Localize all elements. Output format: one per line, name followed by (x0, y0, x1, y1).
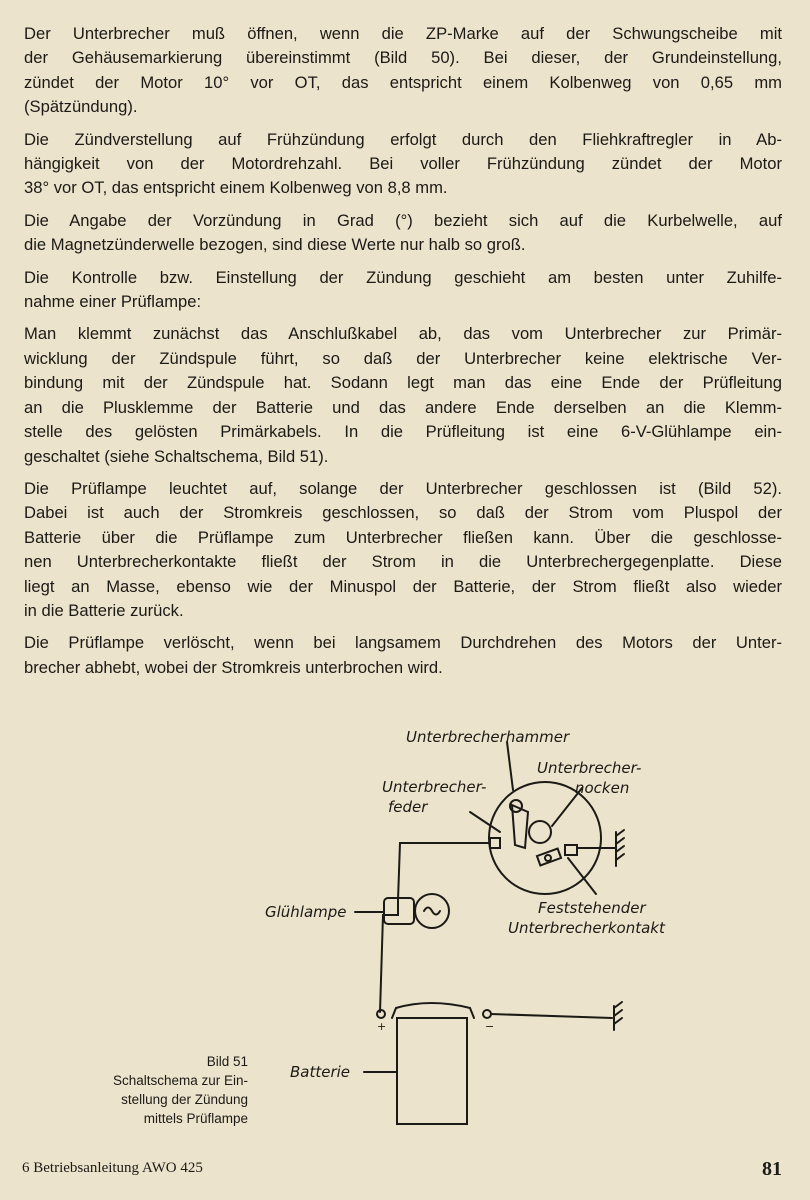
label-cam: Unterbrecher- (537, 759, 642, 777)
text-line: brecher abhebt, wobei der Stromkreis unterbrochen wird. (24, 657, 443, 677)
wire-minus (491, 1014, 612, 1018)
breaker-cam (529, 821, 551, 843)
text-line: nen Unterbrecherkontakte fließt der Strom in die Unterbrechergegenplatte. Diese (24, 552, 782, 572)
paragraph (24, 631, 782, 680)
label-fixed-contact: Feststehender (538, 899, 646, 917)
paragraph (24, 128, 782, 201)
contact-block (565, 845, 577, 855)
leader-hammer (507, 742, 513, 790)
text-line: 38° vor OT, das entspricht einem Kolbenweg von 8,8 mm. (24, 178, 448, 198)
text-line: wicklung der Zündspule führt, so daß der Unterbrecher keine elektrische Ver- (24, 348, 782, 368)
text-line: Die Prüflampe verlöscht, wenn bei langsamem Durchdrehen des Motors der Unter- (24, 633, 782, 653)
paragraph (24, 477, 782, 623)
paragraph (24, 209, 782, 258)
caption-line: Bild 51 (206, 1054, 248, 1069)
battery-minus-terminal (483, 1010, 491, 1018)
label-hammer: Unterbrecherhammer (406, 728, 570, 746)
text-line: zündet der Motor 10° vor OT, das entspricht einem Kolbenweg von 0,65 mm (24, 72, 782, 92)
text-line: stelle des gelösten Primärkabels. In die Prüfleitung ist eine 6-V-Glühlampe ein- (24, 422, 782, 442)
text-line: liegt an Masse, ebenso wie der Minuspol der Batterie, der Strom fließt also wieder (24, 576, 782, 596)
lamp-filament (424, 908, 440, 915)
text-line: Die Prüflampe leuchtet auf, solange der Unterbrecher geschlossen ist (Bild 52). (24, 478, 782, 498)
text-line: Man klemmt zunächst das Anschlußkabel ab, das vom Unterbrecher zur Primär- (24, 324, 782, 344)
text-line: der Gehäusemarkierung übereinstimmt (Bild 50). Bei dieser, der Grundeinstellung, (24, 48, 782, 68)
leader-kontakt (568, 858, 596, 894)
body-text (24, 22, 782, 688)
text-line: nahme einer Prüflampe: (24, 292, 202, 312)
battery-body (397, 1018, 467, 1124)
text-line: hängigkeit von der Motordrehzahl. Bei voller Frühzündung zündet der Motor (24, 154, 782, 174)
text-line: Die Kontrolle bzw. Einstellung der Zündung geschieht am besten unter Zuhilfe- (24, 267, 782, 287)
breaker-terminal (490, 838, 500, 848)
paragraph (24, 322, 782, 468)
text-line: die Magnetzünderwelle bezogen, sind diese Werte nur halb so groß. (24, 235, 526, 255)
caption-line: Schaltschema zur Ein- (112, 1073, 248, 1088)
label-spring: Unterbrecher- (382, 778, 487, 796)
ground-hatch (616, 830, 624, 860)
caption-line: stellung der Zündung (121, 1092, 248, 1107)
text-line: in die Batterie zurück. (24, 600, 184, 620)
text-line: Die Angabe der Vorzündung in Grad (°) bezieht sich auf die Kurbelwelle, auf (24, 210, 782, 230)
label-cam: nocken (575, 779, 630, 797)
label-lamp: Glühlampe (265, 903, 347, 921)
fixed-contact (537, 849, 561, 866)
text-line: Die Zündverstellung auf Frühzündung erfolgt durch den Fliehkraftregler in Ab- (24, 129, 782, 149)
footer-source: 6 Betriebsanleitung AWO 425 (22, 1160, 203, 1176)
label-spring: feder (388, 798, 428, 816)
label-fixed-contact: Unterbrecherkontakt (508, 919, 665, 937)
label-battery: Batterie (290, 1063, 351, 1081)
minus-sign: − (485, 1020, 495, 1033)
text-line: Dabei ist auch der Stromkreis geschlossen, so daß der Strom vom Pluspol der (24, 503, 782, 523)
plus-sign: + (377, 1020, 387, 1033)
text-line: (Spätzündung). (24, 97, 138, 117)
ground-hatch (614, 1002, 622, 1024)
text-line: Batterie über die Prüflampe zum Unterbrecher fließen kann. Über die geschlosse- (24, 527, 782, 547)
figure-caption (40, 1052, 248, 1128)
page-number: 81 (762, 1158, 782, 1180)
paragraph (24, 266, 782, 315)
text-line: an die Plusklemme der Batterie und das andere Ende derselben an die Klemm- (24, 397, 782, 417)
leader-feder (470, 812, 500, 832)
contact-screw (545, 855, 551, 861)
text-line: Der Unterbrecher muß öffnen, wenn die ZP-Marke auf der Schwungscheibe mit (24, 24, 782, 43)
paragraph (24, 22, 782, 120)
text-line: bindung mit der Zündspule hat. Sodann legt man das eine Ende der Prüfleitung (24, 373, 782, 393)
text-line: geschaltet (siehe Schaltschema, Bild 51). (24, 446, 329, 466)
battery-lid (392, 1003, 474, 1018)
caption-line: mittels Prüflampe (143, 1111, 248, 1126)
